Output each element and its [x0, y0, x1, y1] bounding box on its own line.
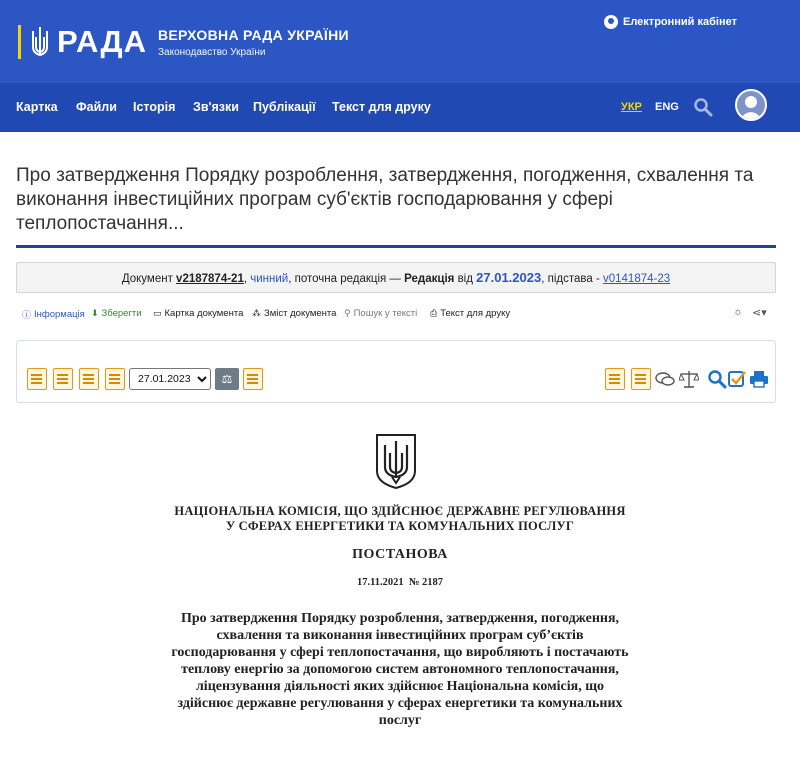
tree-icon: ⁂ — [252, 308, 261, 318]
nav-item-files[interactable]: Файли — [76, 100, 117, 114]
doc-card-icon[interactable] — [27, 368, 47, 390]
card-link[interactable]: ▭ Картка документа — [153, 308, 244, 319]
bookmark-doc-icon[interactable] — [53, 368, 73, 390]
logo-word: РАДА — [57, 24, 147, 59]
print-link[interactable]: ⎙ Текст для друку — [430, 308, 511, 319]
document-number[interactable]: v2187874-21 — [176, 273, 244, 285]
logo-flag-bar — [18, 25, 21, 59]
lang-eng[interactable]: ENG — [655, 101, 679, 113]
page-title: Про затвердження Порядку розроблення, затвердження, погодження, схвалення та виконання інвестиційних програм суб'єктів господарювання у сфері теплопостачання... — [16, 165, 754, 234]
site-title: ВЕРХОВНА РАДА УКРАЇНИ — [158, 27, 349, 43]
download-icon: ⬇ — [91, 308, 99, 318]
info-icon: ⓘ — [22, 310, 32, 320]
paragraph-doc-icon[interactable] — [631, 368, 651, 390]
folder-icon: ▭ — [153, 308, 162, 318]
share-icon[interactable]: ⋖▾ — [752, 307, 767, 319]
check-doc-icon[interactable] — [727, 368, 747, 390]
status-prefix: Документ — [121, 273, 173, 285]
settings-icon[interactable]: ☼ — [733, 306, 744, 318]
status-mid: , поточна редакція — — [288, 273, 401, 285]
info-link[interactable]: ⓘ Інформація — [22, 309, 85, 320]
edition-label: Редакція — [404, 273, 455, 285]
edition-select[interactable] — [129, 368, 211, 390]
compare-editions-button[interactable]: ⚖ — [215, 368, 239, 390]
issuing-authority — [100, 504, 700, 534]
search-small-icon: ⚲ — [344, 308, 351, 318]
basis-label: , підстава - — [541, 273, 600, 285]
nav-item-print-text[interactable]: Текст для друку — [332, 100, 431, 114]
coat-of-arms-icon — [375, 433, 417, 489]
edition-date: 27.01.2023 — [476, 270, 542, 285]
nav-item-links[interactable]: Зв'язки — [193, 100, 239, 114]
print-doc-icon[interactable] — [749, 368, 769, 390]
user-circle-icon — [604, 15, 618, 29]
nav-item-history[interactable]: Історія — [133, 100, 176, 114]
document-subject: Про затвердження Порядку розроблення, затвердження, погодження, схвалення та виконання інвестиційних програм суб’єктів господарювання у сфері теплопостачання, що виробляють і постачають теплову енергію за допомогою систем автономного теплопостачання, ліцензування діяльності яких здійснює Національна комісія, що здійснює державне регулювання у сферах енергетики та комунальних послуг — [171, 611, 629, 728]
printer-icon: ⎙ — [430, 308, 438, 318]
related-docs-icon[interactable] — [605, 368, 625, 390]
attach-doc-icon[interactable] — [79, 368, 99, 390]
contents-link[interactable]: ⁂ Зміст документа — [252, 308, 337, 319]
document-type: ПОСТАНОВА — [352, 547, 448, 562]
document-status-bar: Документ v2187874-21, чинний, поточна редакція — Редакція від 27.01.2023, підстава - v0141874-23 — [16, 262, 776, 293]
nav-item-publications[interactable]: Публікації — [253, 100, 316, 114]
search-doc-icon[interactable] — [707, 368, 727, 390]
search-text-link[interactable]: ⚲ Пошук у тексті — [344, 308, 418, 319]
link-doc-icon[interactable] — [243, 368, 263, 390]
status-badge: чинний — [250, 273, 289, 285]
avatar[interactable] — [735, 89, 767, 121]
lang-ukr[interactable]: УКР — [621, 101, 642, 113]
search-icon[interactable] — [693, 97, 713, 117]
scales-icon[interactable] — [679, 368, 699, 390]
authority-line-2: У СФЕРАХ ЕНЕРГЕТИКИ ТА КОМУНАЛЬНИХ ПОСЛУГ — [225, 519, 575, 533]
site-title-block[interactable] — [158, 27, 349, 58]
main-nav — [0, 83, 800, 132]
site-logo[interactable] — [18, 22, 147, 62]
edition-from: від — [457, 273, 473, 285]
user-avatar-icon — [737, 91, 765, 119]
document-date-number: 17.11.2021 № 2187 — [356, 577, 444, 588]
site-header — [0, 0, 800, 83]
title-divider — [16, 245, 776, 248]
history-doc-icon[interactable] — [105, 368, 125, 390]
authority-line-1: НАЦІОНАЛЬНА КОМІСІЯ, ЩО ЗДІЙСНЮЄ ДЕРЖАВНЕ РЕГУЛЮВАННЯ — [174, 504, 626, 518]
document-icon-toolbar — [16, 340, 776, 403]
basis-link[interactable]: v0141874-23 — [603, 273, 671, 285]
save-link[interactable]: ⬇ Зберегти — [91, 308, 142, 319]
site-subtitle: Законодавство України — [158, 47, 266, 58]
electronic-cabinet-link[interactable] — [604, 15, 737, 29]
nav-item-card[interactable]: Картка — [16, 100, 58, 114]
comments-icon[interactable] — [655, 368, 675, 390]
cabinet-label: Електронний кабінет — [623, 16, 737, 28]
trident-icon — [29, 25, 51, 59]
